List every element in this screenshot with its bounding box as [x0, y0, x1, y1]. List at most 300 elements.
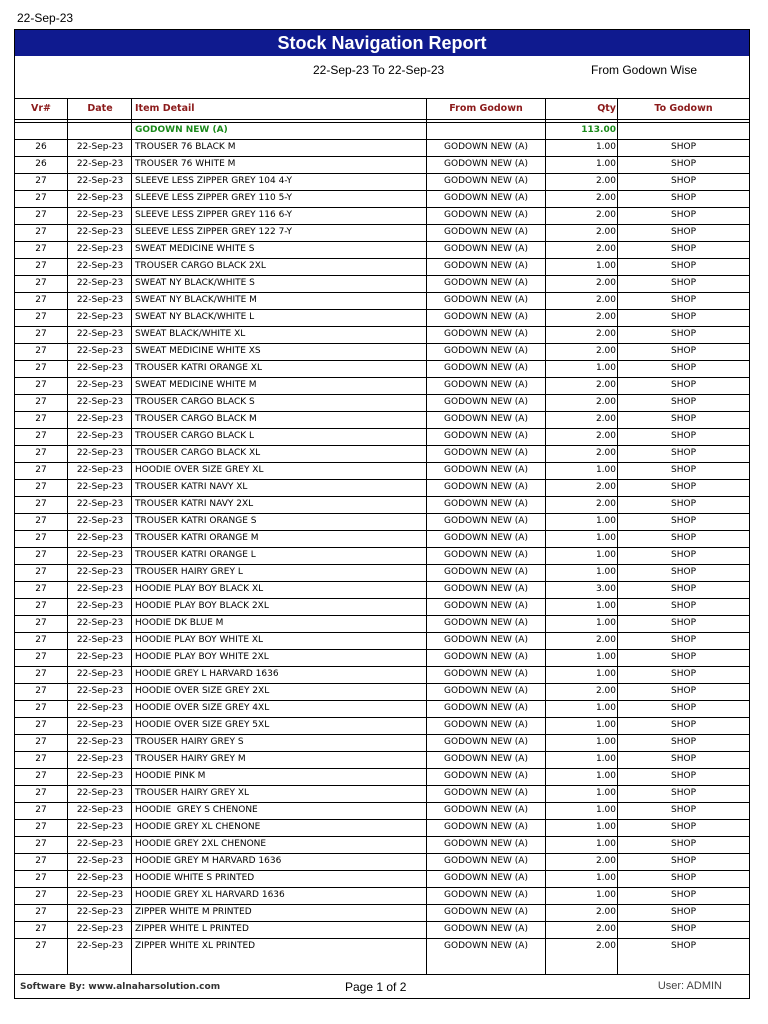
- cell-date: 22-Sep-23: [76, 159, 124, 169]
- cell-vr: 27: [35, 720, 47, 730]
- cell-qty: 2.00: [595, 278, 616, 288]
- cell-item: SWEAT MEDICINE WHITE XS: [135, 346, 261, 356]
- cell-item: HOODIE GREY 2XL CHENONE: [135, 839, 267, 849]
- cell-item: SWEAT BLACK/WHITE XL: [135, 329, 246, 339]
- col-vr: Vr#: [31, 103, 51, 114]
- cell-to-godown: SHOP: [671, 584, 696, 594]
- cell-date: 22-Sep-23: [76, 805, 124, 815]
- cell-vr: 27: [35, 771, 47, 781]
- cell-item: TROUSER 76 WHITE M: [135, 159, 236, 169]
- cell-to-godown: SHOP: [671, 465, 696, 475]
- cell-item: HOODIE PLAY BOY BLACK 2XL: [135, 601, 269, 611]
- cell-qty: 2.00: [595, 312, 616, 322]
- cell-date: 22-Sep-23: [76, 873, 124, 883]
- cell-from-godown: GODOWN NEW (A): [444, 720, 528, 730]
- report-footer: [15, 974, 749, 999]
- cell-to-godown: SHOP: [671, 567, 696, 577]
- table-row: [15, 173, 749, 190]
- cell-from-godown: GODOWN NEW (A): [444, 907, 528, 917]
- cell-from-godown: GODOWN NEW (A): [444, 584, 528, 594]
- cell-date: 22-Sep-23: [76, 703, 124, 713]
- cell-from-godown: GODOWN NEW (A): [444, 822, 528, 832]
- cell-date: 22-Sep-23: [76, 652, 124, 662]
- cell-to-godown: SHOP: [671, 363, 696, 373]
- cell-to-godown: SHOP: [671, 550, 696, 560]
- cell-from-godown: GODOWN NEW (A): [444, 516, 528, 526]
- cell-vr: 27: [35, 261, 47, 271]
- group-name: GODOWN NEW (A): [135, 125, 228, 135]
- cell-qty: 1.00: [595, 737, 616, 747]
- cell-qty: 2.00: [595, 635, 616, 645]
- table-body: [15, 122, 749, 955]
- cell-to-godown: SHOP: [671, 686, 696, 696]
- cell-vr: 26: [35, 142, 47, 152]
- cell-qty: 1.00: [595, 720, 616, 730]
- cell-date: 22-Sep-23: [76, 244, 124, 254]
- cell-from-godown: GODOWN NEW (A): [444, 244, 528, 254]
- cell-to-godown: SHOP: [671, 142, 696, 152]
- cell-qty: 2.00: [595, 448, 616, 458]
- cell-to-godown: SHOP: [671, 329, 696, 339]
- cell-qty: 1.00: [595, 890, 616, 900]
- table-row: [15, 649, 749, 666]
- cell-date: 22-Sep-23: [76, 431, 124, 441]
- cell-date: 22-Sep-23: [76, 465, 124, 475]
- cell-item: TROUSER HAIRY GREY M: [135, 754, 246, 764]
- cell-item: TROUSER KATRI ORANGE XL: [135, 363, 262, 373]
- cell-qty: 2.00: [595, 499, 616, 509]
- cell-from-godown: GODOWN NEW (A): [444, 261, 528, 271]
- cell-date: 22-Sep-23: [76, 788, 124, 798]
- cell-to-godown: SHOP: [671, 397, 696, 407]
- cell-from-godown: GODOWN NEW (A): [444, 193, 528, 203]
- cell-item: TROUSER KATRI NAVY XL: [135, 482, 248, 492]
- cell-to-godown: SHOP: [671, 822, 696, 832]
- cell-item: ZIPPER WHITE L PRINTED: [135, 924, 249, 934]
- cell-to-godown: SHOP: [671, 856, 696, 866]
- table-row: [15, 326, 749, 343]
- cell-date: 22-Sep-23: [76, 295, 124, 305]
- cell-vr: 27: [35, 567, 47, 577]
- col-to-godown: To Godown: [654, 103, 713, 114]
- cell-to-godown: SHOP: [671, 771, 696, 781]
- table-row: [15, 343, 749, 360]
- group-row: [15, 122, 749, 139]
- cell-vr: 27: [35, 669, 47, 679]
- cell-vr: 26: [35, 159, 47, 169]
- cell-qty: 2.00: [595, 244, 616, 254]
- cell-qty: 1.00: [595, 261, 616, 271]
- cell-vr: 27: [35, 380, 47, 390]
- cell-to-godown: SHOP: [671, 312, 696, 322]
- cell-item: HOODIE PLAY BOY WHITE 2XL: [135, 652, 269, 662]
- table-row: [15, 547, 749, 564]
- cell-qty: 2.00: [595, 227, 616, 237]
- cell-item: SWEAT MEDICINE WHITE S: [135, 244, 255, 254]
- cell-from-godown: GODOWN NEW (A): [444, 839, 528, 849]
- table-row: [15, 802, 749, 819]
- cell-from-godown: GODOWN NEW (A): [444, 312, 528, 322]
- cell-qty: 2.00: [595, 414, 616, 424]
- cell-vr: 27: [35, 176, 47, 186]
- cell-item: SWEAT NY BLACK/WHITE S: [135, 278, 255, 288]
- table-row: [15, 190, 749, 207]
- cell-qty: 1.00: [595, 465, 616, 475]
- cell-to-godown: SHOP: [671, 176, 696, 186]
- cell-vr: 27: [35, 431, 47, 441]
- cell-to-godown: SHOP: [671, 839, 696, 849]
- cell-item: HOODIE PLAY BOY WHITE XL: [135, 635, 264, 645]
- cell-vr: 27: [35, 414, 47, 424]
- cell-date: 22-Sep-23: [76, 686, 124, 696]
- cell-item: TROUSER KATRI ORANGE L: [135, 550, 256, 560]
- cell-from-godown: GODOWN NEW (A): [444, 788, 528, 798]
- cell-item: TROUSER CARGO BLACK XL: [135, 448, 261, 458]
- cell-to-godown: SHOP: [671, 805, 696, 815]
- print-date: 22-Sep-23: [17, 11, 74, 25]
- cell-vr: 27: [35, 873, 47, 883]
- cell-from-godown: GODOWN NEW (A): [444, 499, 528, 509]
- cell-vr: 27: [35, 788, 47, 798]
- cell-vr: 27: [35, 635, 47, 645]
- user-label: User: ADMIN: [657, 980, 722, 992]
- cell-qty: 1.00: [595, 618, 616, 628]
- cell-to-godown: SHOP: [671, 533, 696, 543]
- cell-vr: 27: [35, 856, 47, 866]
- table-row: [15, 207, 749, 224]
- cell-qty: 2.00: [595, 431, 616, 441]
- cell-vr: 27: [35, 312, 47, 322]
- cell-to-godown: SHOP: [671, 941, 696, 951]
- cell-item: HOODIE GREY L HARVARD 1636: [135, 669, 279, 679]
- cell-to-godown: SHOP: [671, 890, 696, 900]
- cell-vr: 27: [35, 295, 47, 305]
- table-row: [15, 462, 749, 479]
- cell-to-godown: SHOP: [671, 788, 696, 798]
- cell-date: 22-Sep-23: [76, 363, 124, 373]
- cell-vr: 27: [35, 278, 47, 288]
- cell-date: 22-Sep-23: [76, 482, 124, 492]
- cell-qty: 1.00: [595, 567, 616, 577]
- cell-date: 22-Sep-23: [76, 839, 124, 849]
- cell-qty: 2.00: [595, 856, 616, 866]
- cell-item: TROUSER CARGO BLACK 2XL: [135, 261, 266, 271]
- cell-date: 22-Sep-23: [76, 907, 124, 917]
- cell-vr: 27: [35, 499, 47, 509]
- cell-vr: 27: [35, 227, 47, 237]
- cell-date: 22-Sep-23: [76, 890, 124, 900]
- cell-date: 22-Sep-23: [76, 499, 124, 509]
- cell-date: 22-Sep-23: [76, 720, 124, 730]
- table-row: [15, 717, 749, 734]
- cell-date: 22-Sep-23: [76, 618, 124, 628]
- cell-to-godown: SHOP: [671, 703, 696, 713]
- cell-qty: 1.00: [595, 771, 616, 781]
- table-row: [15, 241, 749, 258]
- cell-to-godown: SHOP: [671, 482, 696, 492]
- cell-to-godown: SHOP: [671, 227, 696, 237]
- table-row: [15, 139, 749, 156]
- cell-to-godown: SHOP: [671, 295, 696, 305]
- cell-from-godown: GODOWN NEW (A): [444, 703, 528, 713]
- cell-vr: 27: [35, 329, 47, 339]
- cell-date: 22-Sep-23: [76, 771, 124, 781]
- cell-qty: 1.00: [595, 788, 616, 798]
- cell-qty: 1.00: [595, 822, 616, 832]
- cell-qty: 2.00: [595, 907, 616, 917]
- cell-qty: 2.00: [595, 686, 616, 696]
- cell-from-godown: GODOWN NEW (A): [444, 533, 528, 543]
- cell-vr: 27: [35, 601, 47, 611]
- table-row: [15, 394, 749, 411]
- cell-from-godown: GODOWN NEW (A): [444, 465, 528, 475]
- cell-from-godown: GODOWN NEW (A): [444, 397, 528, 407]
- cell-qty: 1.00: [595, 159, 616, 169]
- cell-vr: 27: [35, 584, 47, 594]
- cell-vr: 27: [35, 516, 47, 526]
- cell-qty: 1.00: [595, 550, 616, 560]
- cell-qty: 1.00: [595, 703, 616, 713]
- cell-item: TROUSER CARGO BLACK S: [135, 397, 255, 407]
- table-row: [15, 666, 749, 683]
- cell-qty: 2.00: [595, 193, 616, 203]
- cell-from-godown: GODOWN NEW (A): [444, 754, 528, 764]
- cell-from-godown: GODOWN NEW (A): [444, 363, 528, 373]
- cell-from-godown: GODOWN NEW (A): [444, 414, 528, 424]
- cell-to-godown: SHOP: [671, 669, 696, 679]
- cell-to-godown: SHOP: [671, 516, 696, 526]
- cell-qty: 1.00: [595, 839, 616, 849]
- cell-vr: 27: [35, 244, 47, 254]
- cell-to-godown: SHOP: [671, 873, 696, 883]
- cell-date: 22-Sep-23: [76, 601, 124, 611]
- cell-vr: 27: [35, 924, 47, 934]
- cell-qty: 3.00: [595, 584, 616, 594]
- cell-vr: 27: [35, 193, 47, 203]
- cell-to-godown: SHOP: [671, 737, 696, 747]
- cell-date: 22-Sep-23: [76, 142, 124, 152]
- cell-item: TROUSER HAIRY GREY L: [135, 567, 243, 577]
- table-row: [15, 224, 749, 241]
- cell-date: 22-Sep-23: [76, 516, 124, 526]
- cell-vr: 27: [35, 890, 47, 900]
- cell-date: 22-Sep-23: [76, 856, 124, 866]
- cell-date: 22-Sep-23: [76, 941, 124, 951]
- cell-item: SLEEVE LESS ZIPPER GREY 110 5-Y: [135, 193, 292, 203]
- cell-qty: 1.00: [595, 533, 616, 543]
- table-row: [15, 479, 749, 496]
- group-total-qty: 113.00: [581, 125, 616, 135]
- cell-from-godown: GODOWN NEW (A): [444, 550, 528, 560]
- cell-date: 22-Sep-23: [76, 567, 124, 577]
- cell-to-godown: SHOP: [671, 261, 696, 271]
- cell-vr: 27: [35, 941, 47, 951]
- cell-to-godown: SHOP: [671, 635, 696, 645]
- cell-item: TROUSER HAIRY GREY XL: [135, 788, 250, 798]
- cell-item: TROUSER KATRI ORANGE M: [135, 533, 259, 543]
- cell-vr: 27: [35, 703, 47, 713]
- cell-item: SLEEVE LESS ZIPPER GREY 104 4-Y: [135, 176, 292, 186]
- table-row: [15, 428, 749, 445]
- cell-qty: 1.00: [595, 142, 616, 152]
- cell-vr: 27: [35, 686, 47, 696]
- cell-to-godown: SHOP: [671, 380, 696, 390]
- col-item: Item Detail: [135, 103, 195, 114]
- table-row: [15, 360, 749, 377]
- cell-from-godown: GODOWN NEW (A): [444, 601, 528, 611]
- cell-date: 22-Sep-23: [76, 414, 124, 424]
- cell-item: TROUSER HAIRY GREY S: [135, 737, 244, 747]
- cell-item: ZIPPER WHITE M PRINTED: [135, 907, 252, 917]
- cell-vr: 27: [35, 839, 47, 849]
- cell-from-godown: GODOWN NEW (A): [444, 686, 528, 696]
- cell-from-godown: GODOWN NEW (A): [444, 482, 528, 492]
- cell-to-godown: SHOP: [671, 278, 696, 288]
- cell-vr: 27: [35, 210, 47, 220]
- cell-qty: 2.00: [595, 397, 616, 407]
- table-row: [15, 819, 749, 836]
- cell-item: SWEAT NY BLACK/WHITE L: [135, 312, 255, 322]
- cell-to-godown: SHOP: [671, 448, 696, 458]
- table-row: [15, 530, 749, 547]
- cell-date: 22-Sep-23: [76, 448, 124, 458]
- cell-to-godown: SHOP: [671, 907, 696, 917]
- cell-item: HOODIE WHITE S PRINTED: [135, 873, 255, 883]
- cell-from-godown: GODOWN NEW (A): [444, 210, 528, 220]
- cell-date: 22-Sep-23: [76, 329, 124, 339]
- table-row: [15, 377, 749, 394]
- cell-vr: 27: [35, 448, 47, 458]
- cell-from-godown: GODOWN NEW (A): [444, 227, 528, 237]
- date-range: 22-Sep-23 To 22-Sep-23: [313, 63, 445, 77]
- table-row: [15, 564, 749, 581]
- cell-item: TROUSER 76 BLACK M: [135, 142, 236, 152]
- cell-date: 22-Sep-23: [76, 754, 124, 764]
- cell-from-godown: GODOWN NEW (A): [444, 873, 528, 883]
- cell-date: 22-Sep-23: [76, 261, 124, 271]
- cell-vr: 27: [35, 754, 47, 764]
- cell-vr: 27: [35, 363, 47, 373]
- cell-vr: 27: [35, 346, 47, 356]
- cell-qty: 1.00: [595, 805, 616, 815]
- cell-from-godown: GODOWN NEW (A): [444, 941, 528, 951]
- table-row: [15, 836, 749, 853]
- table-row: [15, 921, 749, 938]
- cell-item: HOODIE PLAY BOY BLACK XL: [135, 584, 264, 594]
- cell-item: SLEEVE LESS ZIPPER GREY 116 6-Y: [135, 210, 292, 220]
- cell-to-godown: SHOP: [671, 924, 696, 934]
- cell-qty: 2.00: [595, 329, 616, 339]
- col-qty: Qty: [597, 103, 616, 114]
- cell-vr: 27: [35, 822, 47, 832]
- cell-to-godown: SHOP: [671, 193, 696, 203]
- cell-qty: 1.00: [595, 652, 616, 662]
- cell-item: HOODIE GREY S CHENONE: [135, 805, 258, 815]
- table-row: [15, 309, 749, 326]
- cell-date: 22-Sep-23: [76, 210, 124, 220]
- cell-item: TROUSER KATRI NAVY 2XL: [135, 499, 254, 509]
- cell-date: 22-Sep-23: [76, 737, 124, 747]
- table-row: [15, 683, 749, 700]
- stock-table: [15, 99, 749, 974]
- page-number: Page 1 of 2: [345, 980, 407, 994]
- cell-item: TROUSER CARGO BLACK M: [135, 414, 257, 424]
- cell-from-godown: GODOWN NEW (A): [444, 346, 528, 356]
- cell-qty: 2.00: [595, 346, 616, 356]
- table-row: [15, 156, 749, 173]
- table-row: [15, 615, 749, 632]
- cell-to-godown: SHOP: [671, 210, 696, 220]
- table-row: [15, 751, 749, 768]
- cell-vr: 27: [35, 737, 47, 747]
- table-row: [15, 904, 749, 921]
- table-row: [15, 598, 749, 615]
- cell-from-godown: GODOWN NEW (A): [444, 567, 528, 577]
- cell-to-godown: SHOP: [671, 244, 696, 254]
- col-date: Date: [87, 103, 113, 114]
- report-title: Stock Navigation Report: [15, 30, 749, 56]
- col-from-godown: From Godown: [449, 103, 523, 114]
- cell-item: HOODIE OVER SIZE GREY XL: [135, 465, 264, 475]
- table-row: [15, 768, 749, 785]
- cell-from-godown: GODOWN NEW (A): [444, 771, 528, 781]
- cell-vr: 27: [35, 550, 47, 560]
- table-row: [15, 258, 749, 275]
- report-page: [14, 29, 750, 999]
- cell-from-godown: GODOWN NEW (A): [444, 159, 528, 169]
- table-row: [15, 785, 749, 802]
- cell-from-godown: GODOWN NEW (A): [444, 295, 528, 305]
- cell-date: 22-Sep-23: [76, 380, 124, 390]
- table-row: [15, 632, 749, 649]
- cell-date: 22-Sep-23: [76, 924, 124, 934]
- cell-from-godown: GODOWN NEW (A): [444, 431, 528, 441]
- cell-vr: 27: [35, 533, 47, 543]
- cell-qty: 1.00: [595, 873, 616, 883]
- cell-from-godown: GODOWN NEW (A): [444, 669, 528, 679]
- cell-item: SWEAT NY BLACK/WHITE M: [135, 295, 257, 305]
- cell-qty: 1.00: [595, 601, 616, 611]
- cell-date: 22-Sep-23: [76, 822, 124, 832]
- cell-to-godown: SHOP: [671, 652, 696, 662]
- cell-to-godown: SHOP: [671, 720, 696, 730]
- cell-item: TROUSER KATRI ORANGE S: [135, 516, 257, 526]
- cell-from-godown: GODOWN NEW (A): [444, 142, 528, 152]
- cell-item: HOODIE PINK M: [135, 771, 206, 781]
- cell-item: ZIPPER WHITE XL PRINTED: [135, 941, 256, 951]
- table-row: [15, 700, 749, 717]
- cell-to-godown: SHOP: [671, 601, 696, 611]
- cell-vr: 27: [35, 652, 47, 662]
- report-subheader: [15, 56, 749, 99]
- cell-from-godown: GODOWN NEW (A): [444, 278, 528, 288]
- cell-qty: 2.00: [595, 380, 616, 390]
- cell-vr: 27: [35, 482, 47, 492]
- cell-qty: 2.00: [595, 210, 616, 220]
- cell-item: SLEEVE LESS ZIPPER GREY 122 7-Y: [135, 227, 292, 237]
- cell-item: HOODIE DK BLUE M: [135, 618, 224, 628]
- cell-to-godown: SHOP: [671, 499, 696, 509]
- cell-date: 22-Sep-23: [76, 635, 124, 645]
- cell-qty: 2.00: [595, 176, 616, 186]
- cell-vr: 27: [35, 465, 47, 475]
- cell-from-godown: GODOWN NEW (A): [444, 448, 528, 458]
- software-credit: Software By: www.alnaharsolution.com: [20, 982, 221, 992]
- cell-from-godown: GODOWN NEW (A): [444, 618, 528, 628]
- cell-qty: 1.00: [595, 363, 616, 373]
- cell-date: 22-Sep-23: [76, 346, 124, 356]
- cell-item: HOODIE GREY M HARVARD 1636: [135, 856, 282, 866]
